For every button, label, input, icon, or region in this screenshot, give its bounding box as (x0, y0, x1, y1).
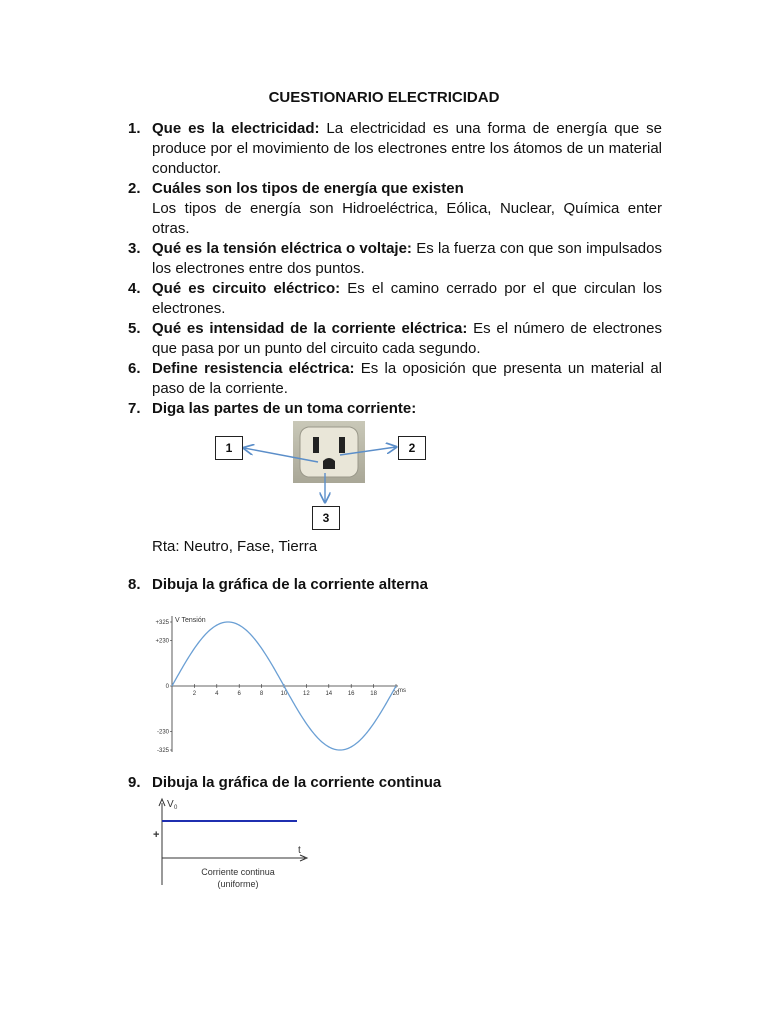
answer-text: La electricidad es una forma de energía que se produce por el movimiento de los electrones entre los átomos de un material conductor. (152, 120, 662, 177)
x-tick-label: 2 (192, 691, 197, 697)
x-axis-label: t (298, 845, 301, 856)
plus-sign: + (153, 829, 160, 841)
x-tick-label: 16 (347, 691, 355, 697)
x-tick-label: 20 (392, 691, 400, 697)
x-tick-label: 14 (325, 691, 333, 697)
y-axis-subscript: 0 (174, 805, 178, 811)
x-tick-label: 12 (303, 691, 310, 697)
x-tick-label: 6 (237, 691, 241, 697)
answer-text: Los tipos de energía son Hidroeléctrica, Eólica, Nuclear, Química enter otras. (152, 200, 662, 237)
label-box-3: 3 (312, 506, 340, 530)
question-text: Dibuja la gráfica de la corriente continua (152, 774, 442, 791)
label-box-1: 1 (215, 436, 243, 460)
question-text: Qué es circuito eléctrico: (152, 280, 341, 297)
question-8 (120, 576, 428, 593)
question-text: Cuáles son los tipos de energía que existen (152, 180, 464, 197)
question-number: 7. (128, 400, 141, 417)
question-number: 5. (128, 320, 141, 337)
question-number: 9. (128, 774, 141, 791)
caption-line-2: (uniforme) (217, 879, 259, 889)
question-text: Qué es intensidad de la corriente eléctrica: (152, 320, 468, 337)
x-tick-label: 18 (370, 691, 377, 697)
question-3 (120, 239, 662, 279)
answer-text: Es el camino cerrado por el que circulan los electrones. (152, 280, 662, 317)
question-1 (120, 119, 662, 179)
question-number: 4. (128, 280, 141, 297)
y-tick-label: +230 (155, 638, 169, 645)
question-5 (120, 319, 662, 359)
question-list (120, 119, 662, 419)
dc-chart (145, 795, 325, 895)
answer-text: Es la fuerza con que son impulsados los electrones entre dos puntos. (152, 240, 662, 277)
question-2 (120, 179, 662, 239)
question-text: Dibuja la gráfica de la corriente alterna (152, 576, 428, 593)
x-unit-label: ms (398, 688, 406, 694)
outlet-photo (293, 421, 365, 483)
question-6 (120, 359, 662, 399)
y-tick-label: -230 (156, 729, 169, 736)
label-box-2: 2 (398, 436, 426, 460)
question-number: 8. (128, 576, 141, 593)
caption-line-1: Corriente continua (201, 867, 275, 877)
question-9 (120, 774, 441, 791)
question-text: Define resistencia eléctrica: (152, 360, 355, 377)
y-tick-label: -325 (156, 748, 169, 754)
answer-text: Es el número de electrones que pasa por un punto del circuito cada segundo. (152, 320, 662, 357)
answer-7: Rta: Neutro, Fase, Tierra (152, 538, 318, 555)
y-tick-label: +325 (155, 620, 169, 626)
y-axis-label: V Tensión (175, 617, 206, 624)
x-tick-label: 10 (280, 691, 288, 697)
question-4 (120, 279, 662, 319)
question-number: 3. (128, 240, 141, 257)
question-number: 1. (128, 120, 141, 137)
question-number: 2. (128, 180, 141, 197)
ac-chart (140, 612, 420, 757)
y-axis-label: V (167, 799, 174, 810)
answer-text: Es la oposición que presenta un material al paso de la corriente. (152, 360, 662, 397)
question-text: Qué es la tensión eléctrica o voltaje: (152, 240, 412, 257)
y-tick-label: 0 (165, 684, 169, 690)
x-tick-label: 4 (215, 691, 219, 697)
question-text: Diga las partes de un toma corriente: (152, 400, 417, 417)
question-text: Que es la electricidad: (152, 120, 320, 137)
x-tick-label: 8 (259, 691, 264, 697)
page-title: CUESTIONARIO ELECTRICIDAD (268, 89, 500, 106)
question-number: 6. (128, 360, 141, 377)
